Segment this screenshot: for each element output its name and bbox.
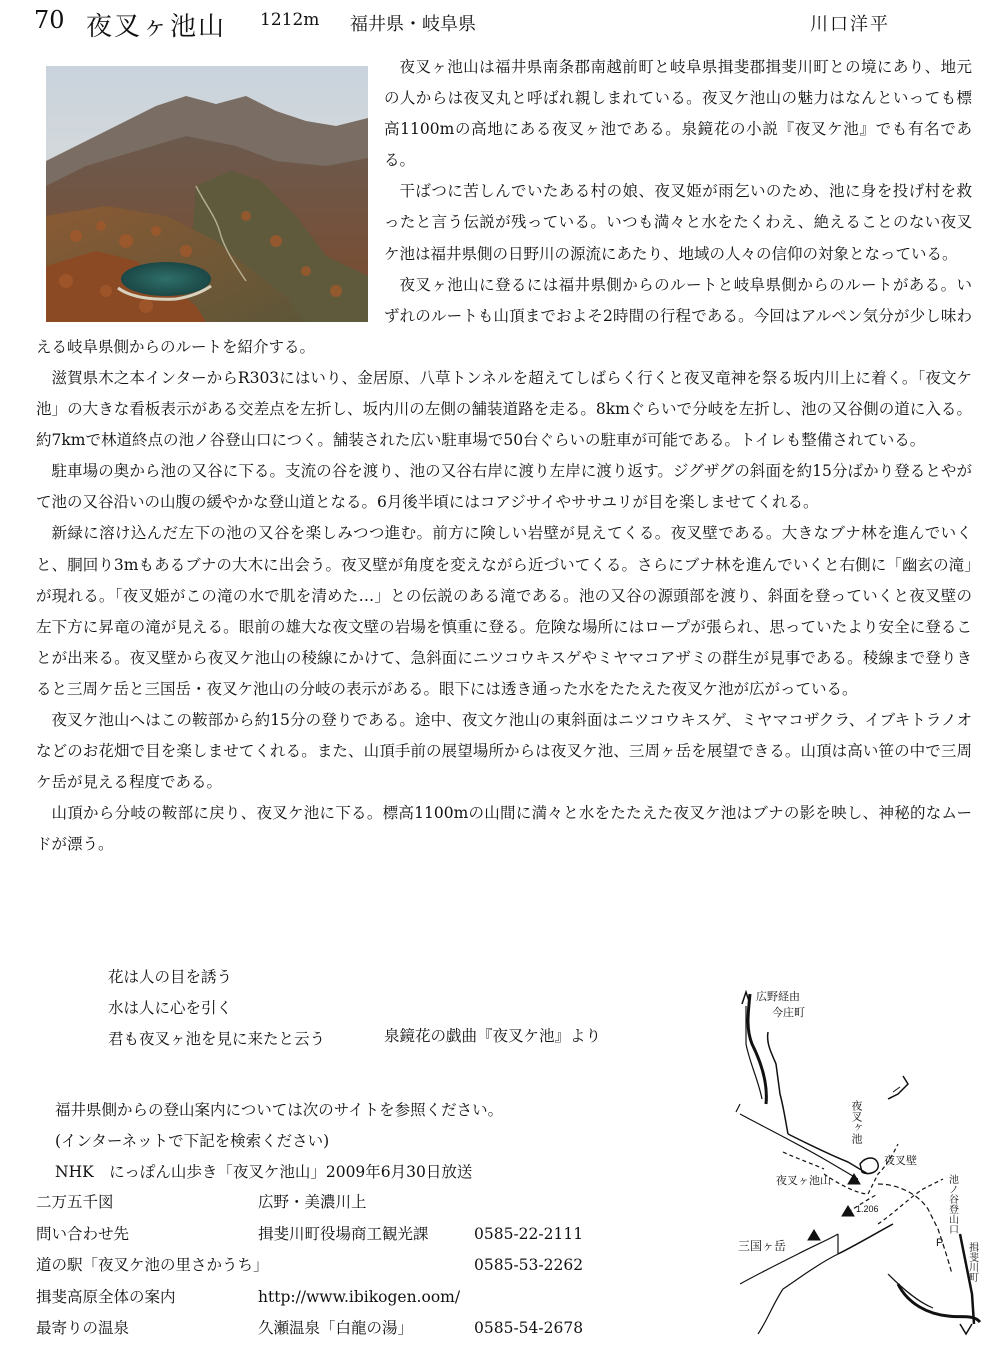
note-line: 福井県側からの登山案内については次のサイトを参照ください。 — [55, 1101, 504, 1119]
info-phone: 0585-53-2262 — [474, 1256, 584, 1275]
info-phone: 0585-22-2111 — [474, 1224, 584, 1243]
route-map — [728, 984, 984, 1336]
page-header — [0, 6, 1000, 40]
info-value: 久瀬温泉「白龍の湯」 — [258, 1319, 414, 1338]
info-label: 揖斐高原全体の案内 — [36, 1287, 176, 1306]
map-label-imajo: 今庄町 — [772, 1007, 805, 1019]
info-row — [36, 1250, 656, 1282]
info-label: 二万五千図 — [36, 1193, 114, 1211]
info-label: 最寄りの温泉 — [36, 1319, 130, 1338]
paragraph: 駐車場の奥から池の又谷に下る。支流の谷を渡り、池の又谷右岸に渡り左岸に渡り返す。ジグザグの斜面を約15分ばかり登るとやがて池の又谷沿いの山腹の緩やかな登山道となる。6月後半頃にはコアジサイやササユリが目を楽しませてくれる。 — [36, 462, 972, 512]
paragraph: 干ばつに苦しんでいたある村の娘、夜叉姫が雨乞いのため、池に身を投げ村を救ったと言う伝説が残っている。いつも満々と水をたくわえ、絶えることのない夜叉ケ池は福井県側の日野川の源流にあたり、地域の人々の信仰の対象となっている。 — [384, 182, 972, 263]
map-label-parking: P — [936, 1237, 944, 1249]
route-map-drawing — [728, 984, 984, 1336]
author: 川口洋平 — [810, 14, 890, 35]
info-row — [36, 1313, 656, 1345]
map-label-yashakabe: 夜叉壁 — [884, 1155, 917, 1167]
info-phone: 0585-54-2678 — [474, 1319, 584, 1338]
info-value: 広野・美濃川上 — [258, 1193, 367, 1211]
poem-line: 君も夜叉ヶ池を見に来たと云う — [108, 1030, 326, 1048]
info-url: http://www.ibikogen.oom/ — [258, 1287, 461, 1306]
map-label-yashagaike: 夜叉ヶ池 — [850, 1100, 862, 1144]
poem-line: 水は人に心を引く — [108, 999, 233, 1017]
paragraph: 夜叉ヶ池山は福井県南条郡南越前町と岐阜県揖斐郡揖斐川町との境にあり、地元の人からは夜叉丸と呼ばれ親しまれている。夜叉ケ池山の魅力はなんといっても標高1100mの高地にある夜叉ヶ池である。泉鏡花の小説『夜叉ケ池』でも有名である。 — [384, 58, 972, 170]
paragraph: 山頂から分岐の鞍部に戻り、夜叉ケ池に下る。標高1100mの山間に満々と水をたたえた夜叉ケ池はブナの影を映し、神秘的なムードが漂う。 — [36, 804, 972, 854]
info-value: 揖斐川町役場商工観光課 — [258, 1224, 429, 1243]
note-line: (インターネットで下記を検索ください) — [55, 1132, 330, 1150]
map-label-yashagaikeyama: 夜叉ヶ池山 — [776, 1175, 831, 1187]
paragraph: 新緑に溶け込んだ左下の池の又谷を楽しみつつ進む。前方に険しい岩壁が見えてくる。夜叉壁である。大きなブナ林を進んでいくと、胴回り3mもあるブナの大木に出会う。夜叉壁が角度を変えながら近づいてくる。さらにブナ林を進んでいくと右側に「幽玄の滝」が現れる。「夜叉姫がこの滝の水で肌を清めた…」との伝説のある滝である。池の又谷の源頭部を渡り、斜面を登っていくと夜叉壁の左下方に昇竜の滝が見える。眼前の雄大な夜文壁の岩場を慎重に登る。危険な場所にはロープが張られ、思っていたより安全に登ることが出来る。夜叉壁から夜叉ケ池山の稜線にかけて、急斜面にニツコウキスゲやミヤマコアザミの群生が見事である。稜線まで登りきると三周ケ岳と三国岳・夜叉ケ池山の分岐の表示がある。眼下には透き通った水をたたえた夜叉ケ池が広がっている。 — [36, 524, 972, 698]
paragraph: 夜叉ヶ池山に登るには福井県側からのルートと岐阜県側からのルートがある。いずれのルートも山頂までおよそ2時間の行程である。今回はアルペン気分が少し味わえる岐阜県側からのルートを紹介する。 — [36, 275, 972, 356]
mountain-name: 夜叉ヶ池山 — [86, 12, 227, 42]
map-label-hirono: 広野経由 — [756, 991, 800, 1003]
article-body — [36, 52, 972, 860]
poem — [108, 962, 325, 1055]
fukui-route-note — [55, 1095, 503, 1188]
prefectures: 福井県・岐阜県 — [350, 14, 476, 35]
poem-source: 泉鏡花の戯曲『夜叉ケ池』より — [384, 1027, 602, 1045]
info-row — [36, 1219, 656, 1251]
note-line: NHK にっぽん山歩き「夜叉ケ池山」2009年6月30日放送 — [55, 1163, 473, 1181]
info-table — [36, 1187, 656, 1345]
map-label-mikunidake: 三国ヶ岳 — [738, 1239, 787, 1253]
info-label: 問い合わせ先 — [36, 1224, 130, 1243]
paragraph: 滋賀県木之本インターからR303にはいり、金居原、八草トンネルを超えてしばらく行くと夜叉竜神を祭る坂内川上に着く。「夜文ケ池」の大きな看板表示がある交差点を左折し、坂内川の左側の舗装道路を走る。8kmぐらいで分岐を左折し、池の又谷側の道に入る。約7kmで林道終点の池ノ谷登山口につく。舗装された広い駐車場で50台ぐらいの駐車が可能である。トイレも整備されている。 — [36, 368, 972, 450]
route-number: 70 — [34, 6, 65, 34]
map-label-elevation: 1.206 — [856, 1204, 879, 1214]
info-row — [36, 1282, 656, 1314]
info-row — [36, 1187, 656, 1219]
map-label-trailhead: 池ノ谷登山口 — [946, 1174, 958, 1234]
info-label: 道の駅「夜叉ケ池の里さかうち」 — [36, 1256, 269, 1275]
paragraph: 夜叉ケ池山へはこの鞍部から約15分の登りである。途中、夜文ケ池山の東斜面はニツコウキスゲ、ミヤマコザクラ、イブキトラノオなどのお花畑で目を楽しませてくれる。また、山頂手前の展望場所からは夜叉ケ池、三周ヶ岳を展望できる。山頂は高い笹の中で三周ケ岳が見える程度である。 — [36, 710, 972, 792]
map-label-ibigawa: 揖斐川町 — [966, 1242, 978, 1282]
poem-line: 花は人の目を誘う — [108, 968, 233, 986]
elevation: 1212m — [260, 10, 320, 30]
